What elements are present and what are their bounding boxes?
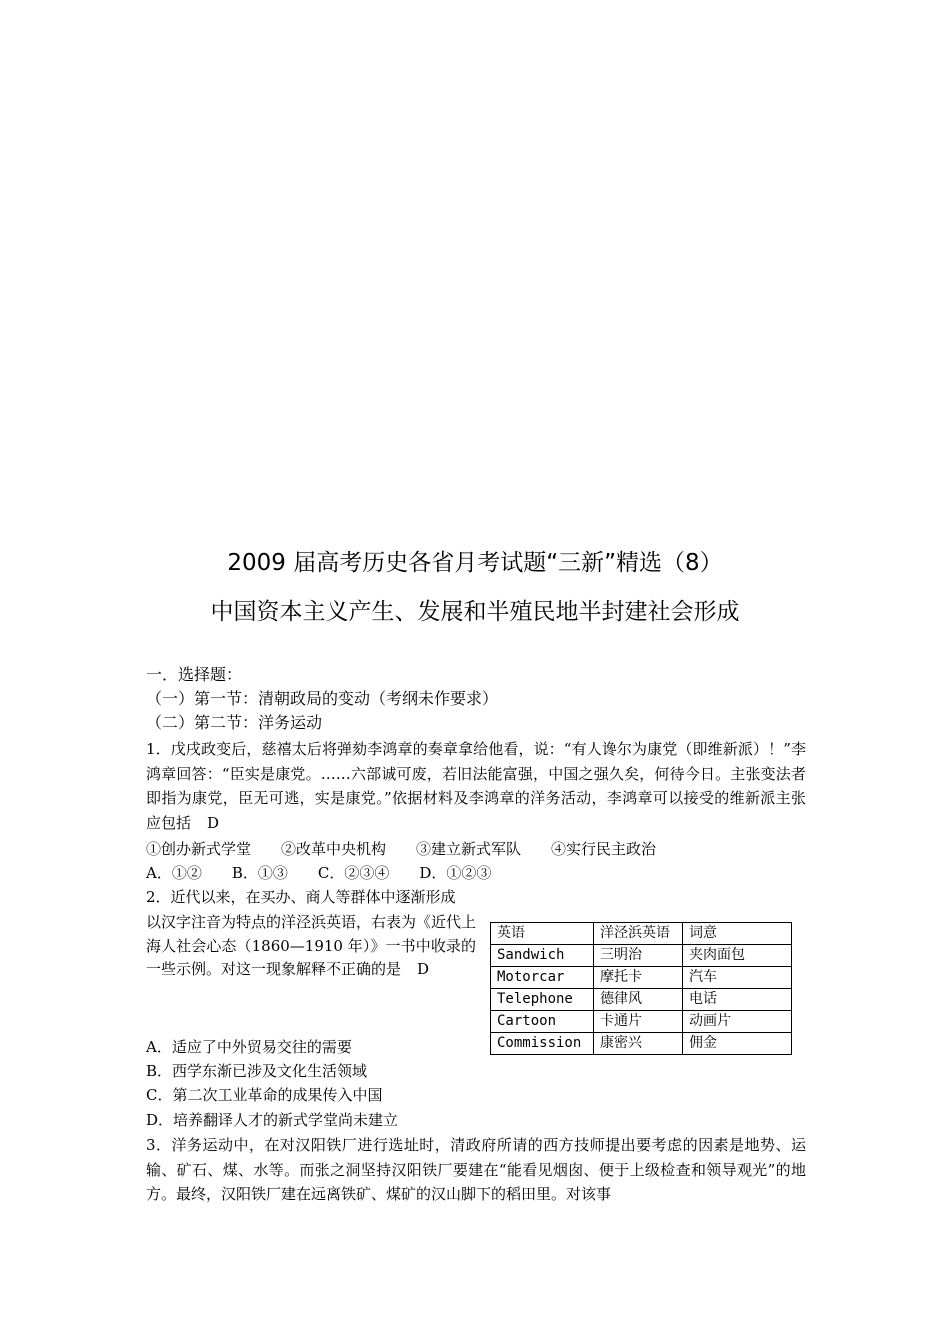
table-cell: 佣金 <box>683 1033 792 1055</box>
table-row <box>491 1033 792 1055</box>
question-1 <box>146 737 806 835</box>
pidgin-english-table <box>490 922 792 1055</box>
question-2-option-a: A．适应了中外贸易交往的需要 <box>146 1038 352 1056</box>
table-cell: 三明治 <box>594 945 683 967</box>
document-subtitle: 中国资本主义产生、发展和半殖民地半封建社会形成 <box>210 599 740 625</box>
question-2-text: 以汉字注音为特点的洋泾浜英语，右表为《近代上海人社会心态（1860—1910 年）》一书中收录的一些示例。对这一现象解释不正确的是 <box>146 913 477 978</box>
document-title: 2009 届高考历史各省月考试题“三新”精选（8） <box>227 550 723 576</box>
table-cell: Motorcar <box>491 967 594 989</box>
question-1-options: A．①② B．①③ C．②③④ D．①②③ <box>146 864 492 882</box>
question-3-text: 3．洋务运动中，在对汉阳铁厂进行选址时，清政府所请的西方技师提出要考虑的因素是地势、运输、矿石、煤、水等。而张之洞坚持汉阳铁厂要建在“能看见烟囱、便于上级检查和领导观光”的地方。最终，汉阳铁厂建在远离铁矿、煤矿的汉山脚下的稻田里。对该事 <box>146 1136 806 1203</box>
question-1-answer: D <box>207 813 220 832</box>
question-2-option-c: C．第二次工业革命的成果传入中国 <box>146 1086 383 1104</box>
table-row <box>491 1011 792 1033</box>
table-header-cell: 英语 <box>491 923 594 945</box>
table-cell: Cartoon <box>491 1011 594 1033</box>
question-2-answer: D <box>417 960 430 978</box>
table-header-cell: 洋泾浜英语 <box>594 923 683 945</box>
subsection-heading-1: （一）第一节：清朝政局的变动（考纲未作要求） <box>146 689 499 708</box>
table-cell: Commission <box>491 1033 594 1055</box>
question-1-items: ①创办新式学堂 ②改革中央机构 ③建立新式军队 ④实行民主政治 <box>146 840 657 858</box>
table-cell: 夹肉面包 <box>683 945 792 967</box>
table-cell: 康密兴 <box>594 1033 683 1055</box>
question-1-text: 1．戊戌政变后，慈禧太后将弹劾李鸿章的奏章拿给他看，说：“有人谗尔为康党（即维新派）！”李鸿章回答：“臣实是康党。……六部诚可废，若旧法能富强，中国之强久矣，何待今日。主张变法者即指为康党，臣无可逃，实是康党。”依据材料及李鸿章的洋务活动，李鸿章可以接受的维新派主张应包括 <box>146 740 806 832</box>
table-cell: 卡通片 <box>594 1011 683 1033</box>
table-cell: Telephone <box>491 989 594 1011</box>
table-cell: 动画片 <box>683 1011 792 1033</box>
table-cell: 电话 <box>683 989 792 1011</box>
table-row <box>491 989 792 1011</box>
table-cell: 汽车 <box>683 967 792 989</box>
section-heading-choice: 一．选择题： <box>146 665 243 684</box>
subsection-heading-2: （二）第二节：洋务运动 <box>146 713 323 732</box>
table-cell: 德律风 <box>594 989 683 1011</box>
table-cell: Sandwich <box>491 945 594 967</box>
table-row <box>491 945 792 967</box>
question-2 <box>146 911 476 982</box>
table-header-cell: 词意 <box>683 923 792 945</box>
table-row <box>491 967 792 989</box>
table-cell: 摩托卡 <box>594 967 683 989</box>
question-2-option-d: D．培养翻译人才的新式学堂尚未建立 <box>146 1111 399 1129</box>
question-2-first-line: 2．近代以来，在买办、商人等群体中逐渐形成 <box>146 888 456 906</box>
table-header-row <box>491 923 792 945</box>
question-2-option-b: B．西学东渐已涉及文化生活领域 <box>146 1062 368 1080</box>
